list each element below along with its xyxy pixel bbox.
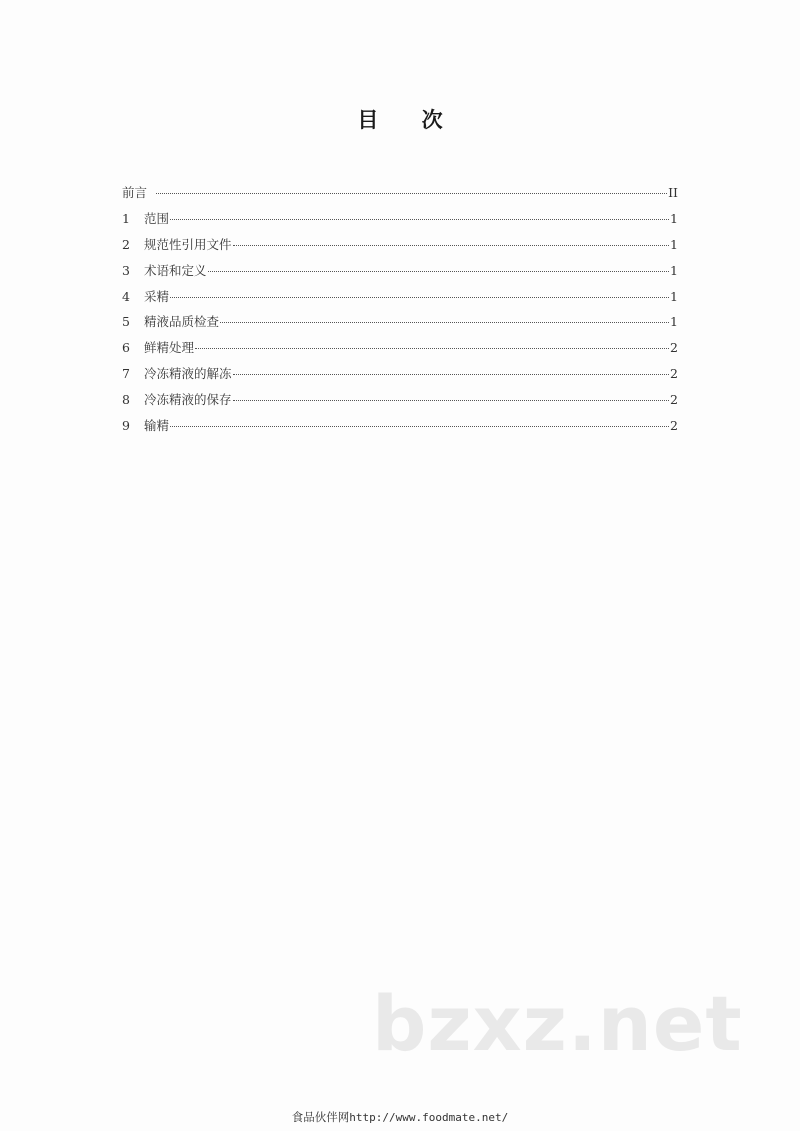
table-of-contents	[122, 183, 678, 442]
toc-entry[interactable]	[122, 209, 678, 235]
toc-leader-dots	[156, 193, 667, 194]
toc-entry-number: 6	[122, 340, 130, 356]
toc-leader-dots	[170, 219, 669, 220]
toc-entry[interactable]	[122, 287, 678, 313]
toc-entry-page: 1	[670, 314, 678, 330]
toc-entry-label: 范围	[144, 210, 170, 226]
toc-leader-dots	[233, 400, 669, 401]
footer-url-link[interactable]: http://www.foodmate.net/	[349, 1111, 509, 1124]
toc-leader-dots	[208, 271, 669, 272]
footer-site-name: 食品伙伴网	[291, 1110, 350, 1124]
toc-entry-label: 冷冻精液的保存	[144, 392, 232, 408]
toc-entry-page: 2	[670, 340, 678, 356]
toc-entry-label: 采精	[144, 288, 170, 304]
toc-entry-page: 2	[670, 366, 678, 382]
toc-entry[interactable]	[122, 390, 678, 416]
toc-entry-page: 1	[670, 210, 678, 226]
toc-entry-label: 精液品质检查	[144, 314, 220, 330]
toc-entry-number: 3	[122, 262, 130, 278]
toc-entry-label: 输精	[144, 418, 170, 434]
toc-entry-number: 4	[122, 288, 130, 304]
toc-leader-dots	[170, 426, 669, 427]
page-footer	[0, 1109, 800, 1125]
toc-entry-number: 1	[122, 210, 130, 226]
toc-entry-page: 1	[670, 262, 678, 278]
toc-entry-page: 2	[670, 392, 678, 408]
toc-entry[interactable]	[122, 338, 678, 364]
toc-entry-page: II	[668, 185, 678, 200]
toc-leader-dots	[170, 297, 669, 298]
toc-entry-number: 9	[122, 418, 130, 434]
toc-leader-dots	[195, 348, 669, 349]
toc-entry-page: 1	[670, 236, 678, 252]
toc-leader-dots	[233, 374, 669, 375]
toc-entry-page: 1	[670, 288, 678, 304]
toc-entry[interactable]	[122, 235, 678, 261]
toc-entry-label: 鲜精处理	[144, 340, 195, 356]
toc-entry[interactable]	[122, 261, 678, 287]
toc-entry-page: 2	[670, 418, 678, 434]
toc-entry[interactable]	[122, 312, 678, 338]
page-title: 目 次	[357, 108, 461, 132]
toc-entry-number: 2	[122, 236, 130, 252]
toc-entry-number: 8	[122, 392, 130, 408]
toc-entry[interactable]	[122, 416, 678, 442]
toc-entry-label: 规范性引用文件	[144, 236, 232, 252]
toc-entry-label: 冷冻精液的解冻	[144, 366, 232, 382]
toc-entry-foreword[interactable]	[122, 183, 678, 209]
toc-entry-label: 前言	[122, 185, 148, 200]
toc-leader-dots	[220, 322, 669, 323]
toc-entry-number: 5	[122, 314, 130, 330]
toc-entry-number: 7	[122, 366, 130, 382]
toc-entry[interactable]	[122, 364, 678, 390]
watermark-text: bzxz.net	[372, 979, 743, 1068]
toc-entry-label: 术语和定义	[144, 262, 207, 278]
toc-leader-dots	[233, 245, 669, 246]
